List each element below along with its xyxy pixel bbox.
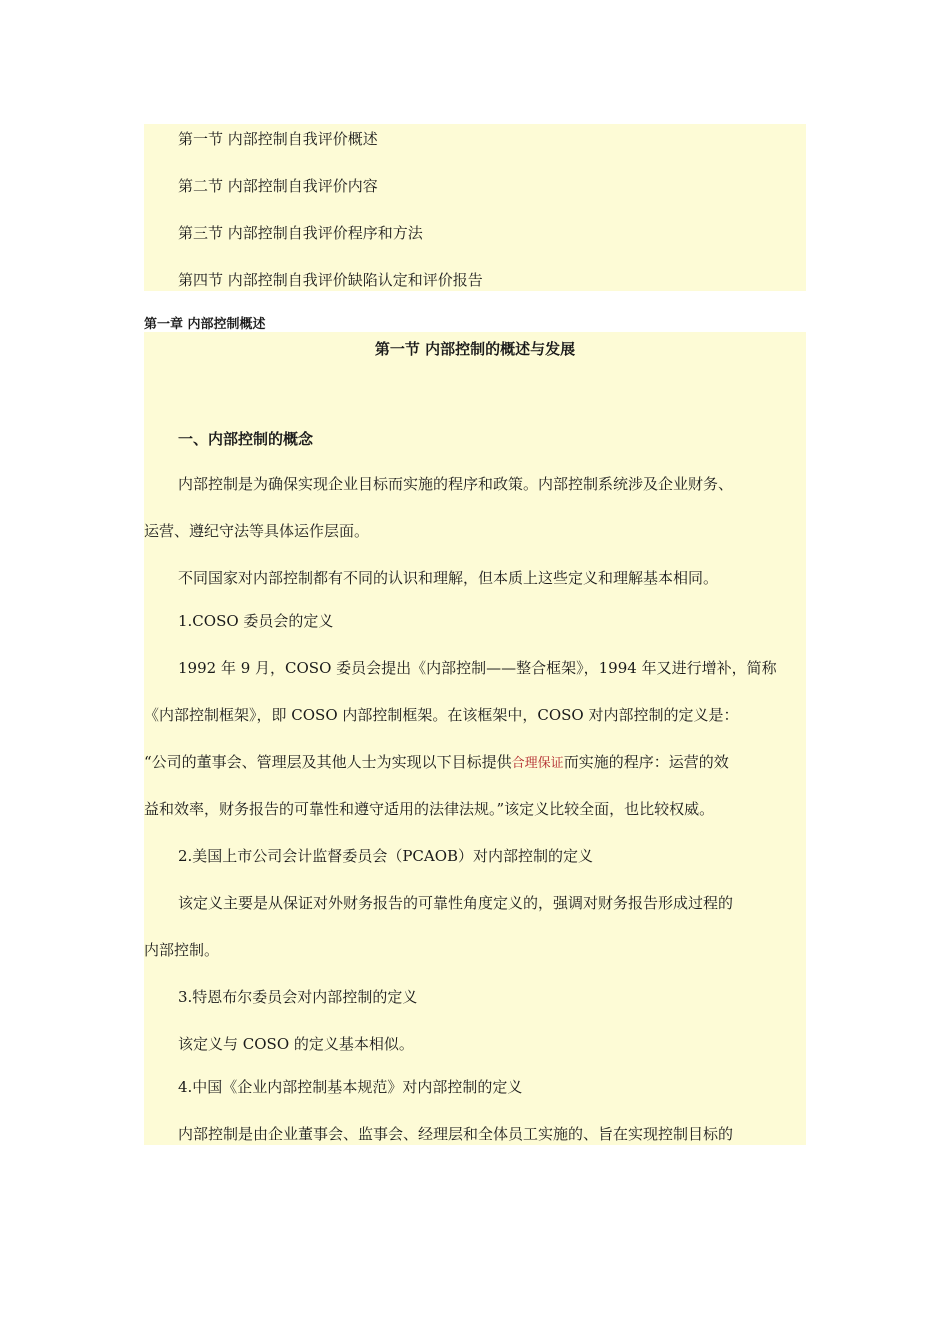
subhead-concept: 一、内部控制的概念 [178,430,314,448]
definition-1-line-1: 1992 年 9 月，COSO 委员会提出《内部控制——整合框架》，1994 年又进行增补，简称 [178,659,777,677]
paragraph-1-line-2: 运营、遵纪守法等具体运作层面。 [144,522,370,540]
definition-1-line-3-pre: “公司的董事会、管理层及其他人士为实现以下目标提供 [144,753,512,771]
toc-item-3: 第三节 内部控制自我评价程序和方法 [178,224,423,242]
highlight-term: 合理保证 [511,756,564,771]
definition-1-line-3 [144,752,729,774]
definition-2-line-1: 该定义主要是从保证对外财务报告的可靠性角度定义的，强调对财务报告形成过程的 [178,894,734,912]
toc-item-1: 第一节 内部控制自我评价概述 [178,130,378,148]
toc-block [144,124,806,291]
definition-3-title: 3.特恩布尔委员会对内部控制的定义 [178,988,418,1006]
chapter-title: 第一章 内部控制概述 [144,317,266,332]
content-block [144,332,806,1145]
definition-2-line-2: 内部控制。 [144,941,220,959]
definition-1-line-3-post: 而实施的程序：运营的效 [563,753,729,771]
definition-1-line-2: 《内部控制框架》，即 COSO 内部控制框架。在该框架中，COSO 对内部控制的定义是： [144,706,739,724]
definition-2-title: 2.美国上市公司会计监督委员会（PCAOB）对内部控制的定义 [178,847,594,865]
paragraph-2: 不同国家对内部控制都有不同的认识和理解，但本质上这些定义和理解基本相同。 [178,569,719,587]
definition-4-text: 内部控制是由企业董事会、监事会、经理层和全体员工实施的、旨在实现控制目标的 [178,1125,734,1143]
section-title: 第一节 内部控制的概述与发展 [374,340,576,358]
definition-1-line-4: 益和效率，财务报告的可靠性和遵守适用的法律法规。”该定义比较全面，也比较权威。 [144,800,715,818]
definition-1-title: 1.COSO 委员会的定义 [178,612,334,630]
toc-item-2: 第二节 内部控制自我评价内容 [178,177,378,195]
toc-item-4: 第四节 内部控制自我评价缺陷认定和评价报告 [178,271,483,289]
definition-4-title: 4.中国《企业内部控制基本规范》对内部控制的定义 [178,1078,523,1096]
definition-3-text: 该定义与 COSO 的定义基本相似。 [178,1035,414,1053]
paragraph-1-line-1: 内部控制是为确保实现企业目标而实施的程序和政策。内部控制系统涉及企业财务、 [178,475,734,493]
